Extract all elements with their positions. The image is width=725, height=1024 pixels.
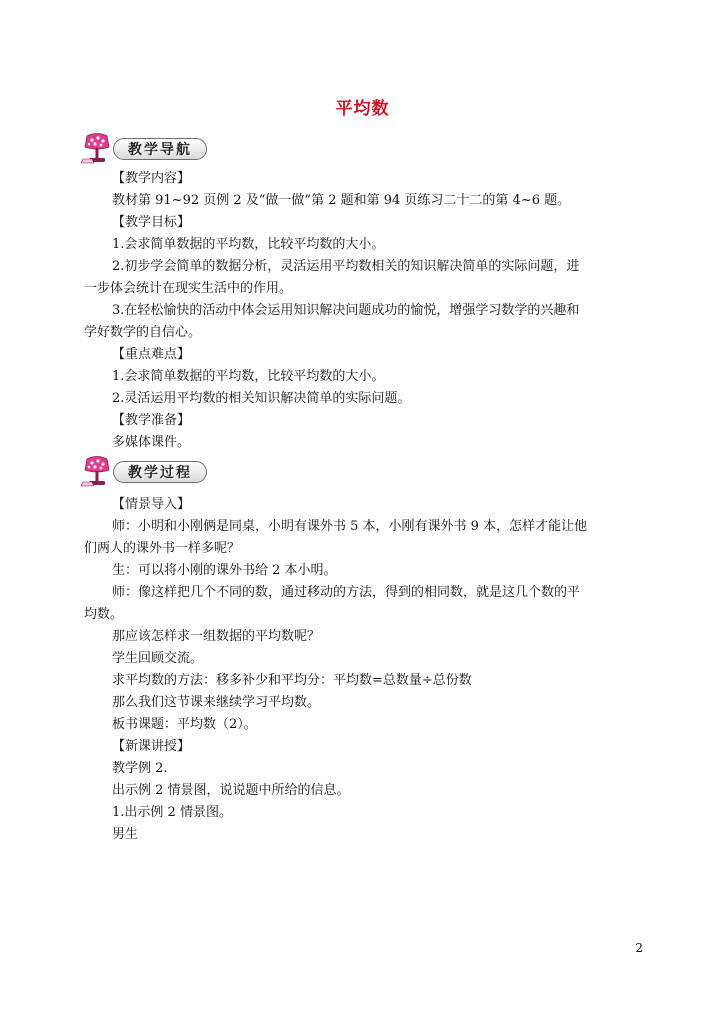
paragraph-line: 1.会求简单数据的平均数，比较平均数的大小。	[112, 369, 385, 384]
paragraph-line: 均数。	[84, 607, 124, 622]
paragraph-line: 学好数学的自信心。	[84, 325, 202, 340]
lamp-icon	[80, 132, 114, 166]
section-header-guide	[80, 132, 210, 166]
paragraph-line: 男生	[112, 827, 139, 842]
lamp-icon	[80, 455, 114, 489]
page-title: 平均数	[335, 99, 390, 119]
section-label-guide: 教学导航	[113, 138, 207, 160]
paragraph-line: 1.会求简单数据的平均数，比较平均数的大小。	[112, 237, 385, 252]
paragraph-line: 那么我们这节课来继续学习平均数。	[112, 695, 321, 710]
paragraph-line: 们两人的课外书一样多呢？	[84, 541, 241, 556]
heading-teaching-content: 【教学内容】	[112, 171, 191, 186]
heading-new-lesson: 【新课讲授】	[112, 739, 191, 754]
heading-preparation: 【教学准备】	[112, 413, 191, 428]
paragraph-line: 那应该怎样求一组数据的平均数呢？	[112, 629, 321, 644]
paragraph-line: 板书课题：平均数（2）。	[112, 717, 257, 732]
paragraph-line: 教学例 2.	[112, 761, 168, 776]
section-label-process: 教学过程	[113, 461, 207, 483]
paragraph-line: 2.初步学会简单的数据分析，灵活运用平均数相关的知识解决简单的实际问题，进	[112, 259, 580, 274]
paragraph-line: 生：可以将小刚的课外书给 2 本小明。	[112, 563, 337, 578]
paragraph-line: 师：小明和小刚俩是同桌，小明有课外书 5 本，小刚有课外书 9 本，怎样才能让他	[112, 519, 588, 534]
paragraph-line: 多媒体课件。	[112, 435, 191, 450]
paragraph-line: 教材第 91~92 页例 2 及“做一做”第 2 题和第 94 页练习二十二的第 4~6 题。	[112, 193, 571, 208]
heading-key-points: 【重点难点】	[112, 347, 191, 362]
paragraph-line: 学生回顾交流。	[112, 651, 204, 666]
paragraph-line: 2.灵活运用平均数的相关知识解决简单的实际问题。	[112, 391, 411, 406]
paragraph-line: 师：像这样把几个不同的数，通过移动的方法，得到的相同数，就是这几个数的平	[112, 585, 581, 600]
paragraph-line: 一步体会统计在现实生活中的作用。	[84, 281, 293, 296]
paragraph-line: 求平均数的方法：移多补少和平均分：平均数=总数量÷总份数	[112, 673, 472, 688]
paragraph-line: 3.在轻松愉快的活动中体会运用知识解决问题成功的愉悦，增强学习数学的兴趣和	[112, 303, 580, 318]
heading-teaching-goals: 【教学目标】	[112, 215, 191, 230]
paragraph-line: 出示例 2 情景图，说说题中所给的信息。	[112, 783, 350, 798]
paragraph-line: 1.出示例 2 情景图。	[112, 805, 232, 820]
section-header-process	[80, 455, 210, 489]
page-number: 2	[635, 941, 643, 955]
heading-scene-intro: 【情景导入】	[112, 497, 191, 512]
